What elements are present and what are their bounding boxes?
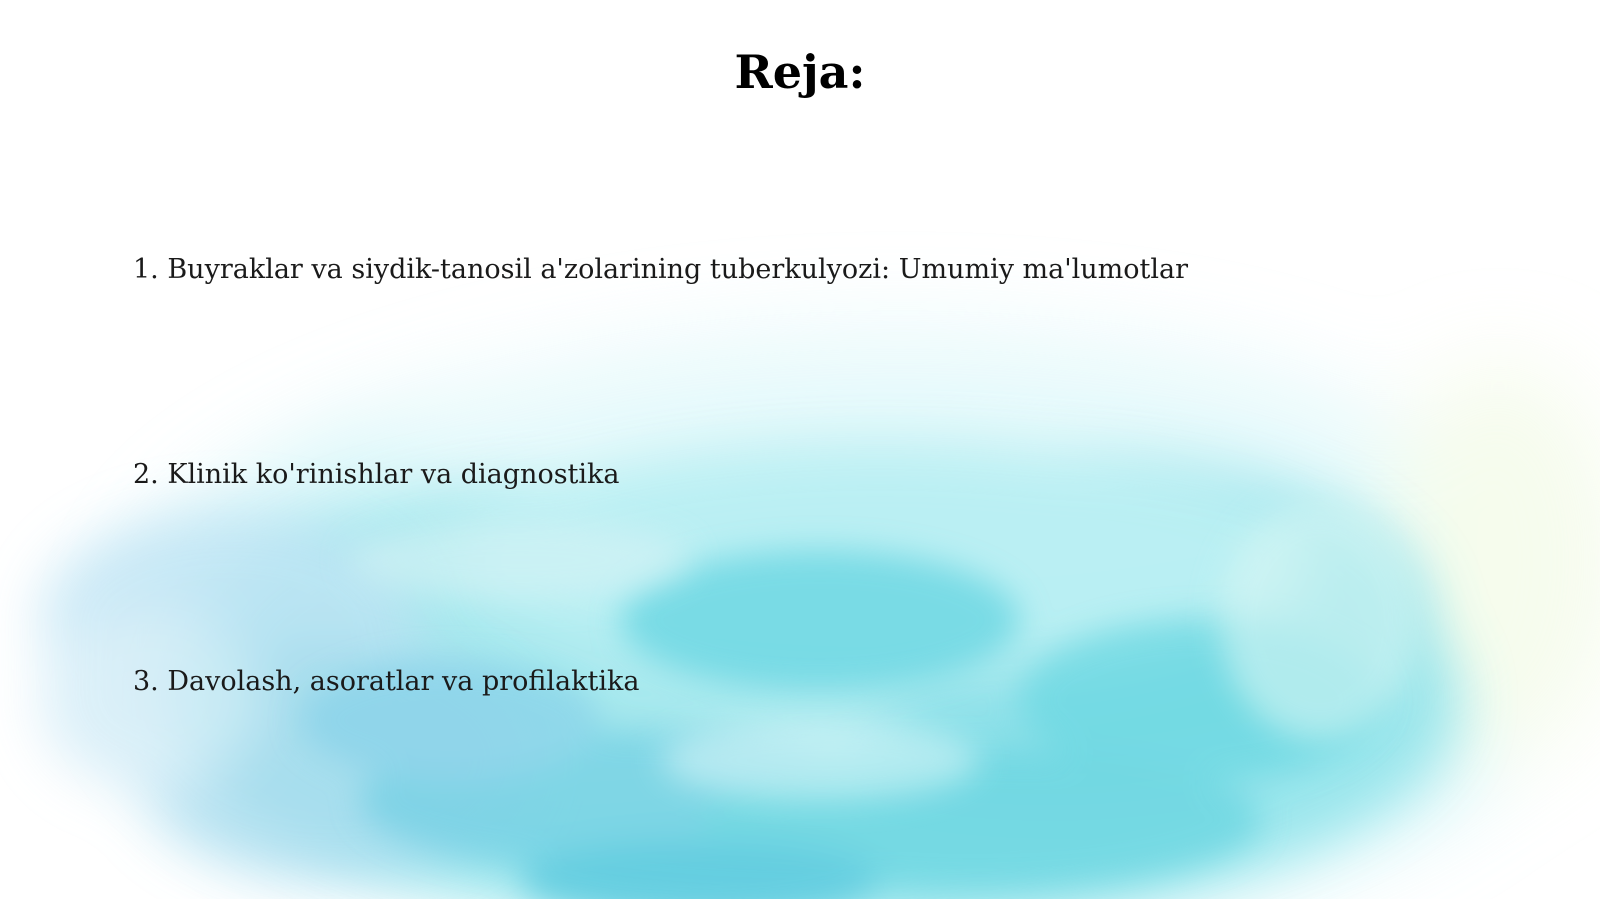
plan-item-1: 1. Buyraklar va siydik-tanosil a'zolarining tuberkulyozi: Umumiy ma'lumotlar [133,254,1189,285]
plan-item-3: 3. Davolash, asoratlar va profilaktika [133,666,640,697]
plan-item-2: 2. Klinik ko'rinishlar va diagnostika [133,459,620,490]
slide-title: Reja: [734,45,866,99]
